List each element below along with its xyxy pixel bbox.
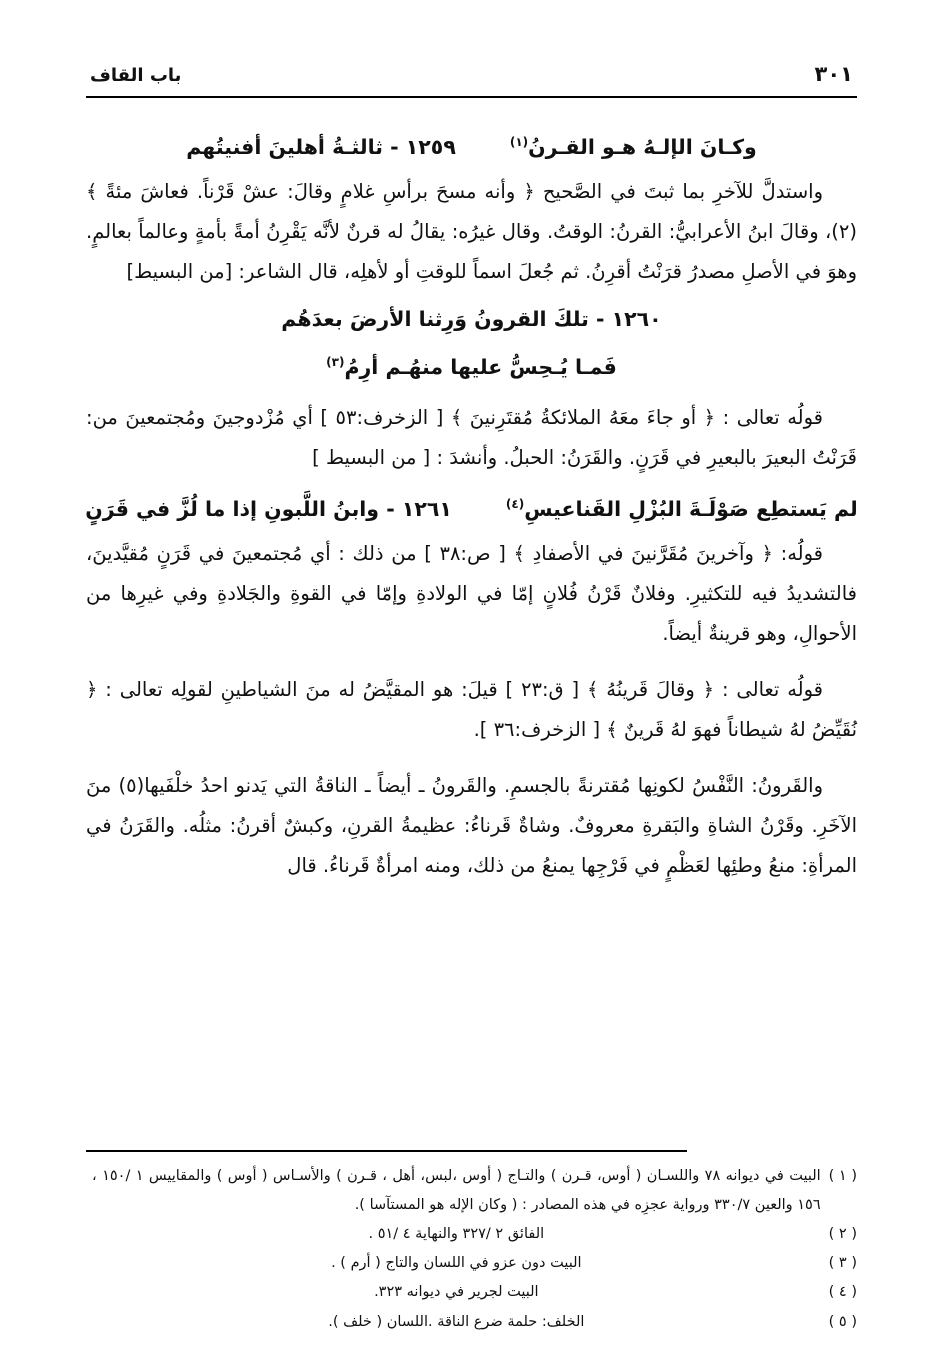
footnote-marker: ( ٥ ) xyxy=(828,1313,857,1330)
chapter-title: باب القاف xyxy=(90,65,182,86)
verse-1261-hemistich-b: لم يَستطِع صَوْلَـةَ البُزْلِ القَناعيسِ$^{(٤)}$ xyxy=(505,496,858,521)
paragraph-spacer-1 xyxy=(86,656,857,670)
footnote-divider xyxy=(86,1150,687,1152)
footnote-text: البيت لجرير في ديوانه ٣٢٣. xyxy=(374,1284,539,1301)
verse-1260 xyxy=(86,298,857,388)
verse-1261-number: ١٢٦١ - xyxy=(386,496,452,521)
page-number: ٣٠١ xyxy=(814,62,853,86)
footnotes-section xyxy=(86,1162,857,1337)
paragraph-2: قولُه تعالى : ﴿ أو جاءَ معَهُ الملائكةُ مُقتَرِنينَ ﴾ [ الزخرف:٥٣ ] أي مُزْدوجينَ ومُجتمعينَ من: قَرَنْتُ البعيرَ بالبعيرِ في قَرَنٍ. والقَرَنُ: الحبلُ. وأنشدَ : [ من البسيط ] xyxy=(86,405,857,469)
verse-1261-hemistich-a: ١٢٦١ - وابنُ اللَّبونِ إذا ما لُزَّ في قَرَنٍ xyxy=(85,496,452,521)
footnote-marker: ( ٢ ) xyxy=(828,1225,857,1242)
verse-1260-line-1: ١٢٦٠ - تلكَ القرونُ وَرِثنا الأرضَ بعدَهُم xyxy=(281,306,662,331)
verse-1259-hemistich-b: وكـانَ الإلـهُ هـو القـرنُ$^{(١)}$ xyxy=(509,135,757,159)
paragraph-1: واستدلَّ للآخرِ بما ثبتَ في الصَّحيح ﴿ وأنه مسحَ برأسِ غلامٍ وقالَ: عشْ قَرْناً. فعاشَ مئةً ﴾(٢)، وقالَ ابنُ الأعرابيُّ: القرنُ: الوقتُ. وقال غيرُه: يقالُ له قرنٌ لأنَّه يَقْرِنُ أمةً بأمةٍ وعالماً بعالمٍ. وهوَ في الأصلِ مصدرُ قرَنْتُ أقرِنُ. ثم جُعلَ اسماً للوقتِ أو لأهلِه، قال الشاعر: [من البسيط] xyxy=(86,180,857,283)
verse-1259 xyxy=(86,126,857,168)
verse-1259-hemistich-a: ١٢٥٩ - ثالثـةُ أهلينَ أفنيتُهم xyxy=(186,135,456,159)
document-body xyxy=(86,116,857,1142)
header-divider xyxy=(86,96,857,98)
paragraph-4: قولُه تعالى : ﴿ وقالَ قَرينُهُ ﴾ [ ق:٢٣ ] قيلَ: هو المقيَّضُ له منَ الشياطينِ لقولِه تعالى : ﴿ نُقَيِّضُ لهُ شيطاناً فهوَ لهُ قَرينٌ ﴾ [ الزخرف:٣٦ ]. xyxy=(86,677,857,741)
verse-1261-footnote-marker: (٤) xyxy=(505,497,525,512)
footnote-text: الفائق ٢ /٣٢٧ والنهاية ٤ /٥١ . xyxy=(368,1225,545,1242)
verse-1259-footnote-marker: (١) xyxy=(509,135,529,150)
footnote-marker: ( ١ ) xyxy=(828,1168,857,1185)
verse-1260-line-2: فَمـا يُـحِسُّ عليها منهُـم أرِمُ$^{(٣)}$ xyxy=(326,354,617,379)
page-header xyxy=(86,62,857,92)
paragraph-5: والقَرونُ: النَّفْسُ لكونِها مُقترنةً بالجسمِ. والقَرونُ ـ أيضاً ـ الناقةُ التي يَدنو احدُ خلْفَيها(٥) منَ الآخَرِ. وقَرْنُ الشاةِ والبَقرةِ معروفٌ. وشاةٌ قَرناءُ: عظيمةُ القرنِ، وكبشٌ أقرنُ: مثلُه. والقَرَنُ في المرأةِ: منعُ وطئِها لعَظْمٍ في فَرْجِها يمنعُ من ذلك، ومنه امرأةٌ قَرناءُ. قال xyxy=(86,773,857,877)
footnote-item xyxy=(92,1162,857,1219)
footnote-text: البيت في ديوانه ٧٨ واللسـان ( أوس، قـرن ) والتـاج ( أوس ،لبس، أهل ، قـرن ) والأسـاس ( أوس ) والمقاييس ١ /١٥٠ ، ١٥٦ والعين ٣٣٠/٧ ورواية عجزِه في هذه المصادر : ( وكان الإله هو المستآسا ). xyxy=(92,1168,821,1213)
paragraph-3: قولُه: ﴿ وآخرينَ مُقَرَّنينَ في الأصفادِ ﴾ [ ص:٣٨ ] من ذلك : أي مُجتمعينَ في قَرَنٍ مُقيَّدينَ، فالتشديدُ فيه للتكثيرِ. وفلانٌ قَرْنُ فُلانٍ إمّا في الولادةِ وإمّا في القوةِ والجَلادةِ وفي غيرِها من الأحوالِ، وهو قرينةٌ أيضاً. xyxy=(86,541,857,645)
footnote-text: البيت دون عزو في اللسان والتاج ( أرم ) . xyxy=(331,1255,582,1272)
paragraph-spacer-2 xyxy=(86,752,857,766)
footnote-marker: ( ٤ ) xyxy=(828,1284,857,1301)
footnote-item xyxy=(92,1249,857,1277)
footnote-item xyxy=(92,1278,857,1306)
verse-1260-footnote-marker: (٣) xyxy=(326,355,345,370)
verse-1260-number: ١٢٦٠ - xyxy=(595,306,662,331)
footnote-marker: ( ٣ ) xyxy=(828,1255,857,1272)
verse-1259-number: ١٢٥٩ - xyxy=(390,135,456,159)
verse-1261 xyxy=(86,488,857,530)
footnote-item xyxy=(92,1220,857,1248)
footnote-item xyxy=(92,1308,857,1336)
footnote-text: الخلف: حلمة ضرع الناقة .اللسان ( خلف ). xyxy=(328,1313,585,1330)
